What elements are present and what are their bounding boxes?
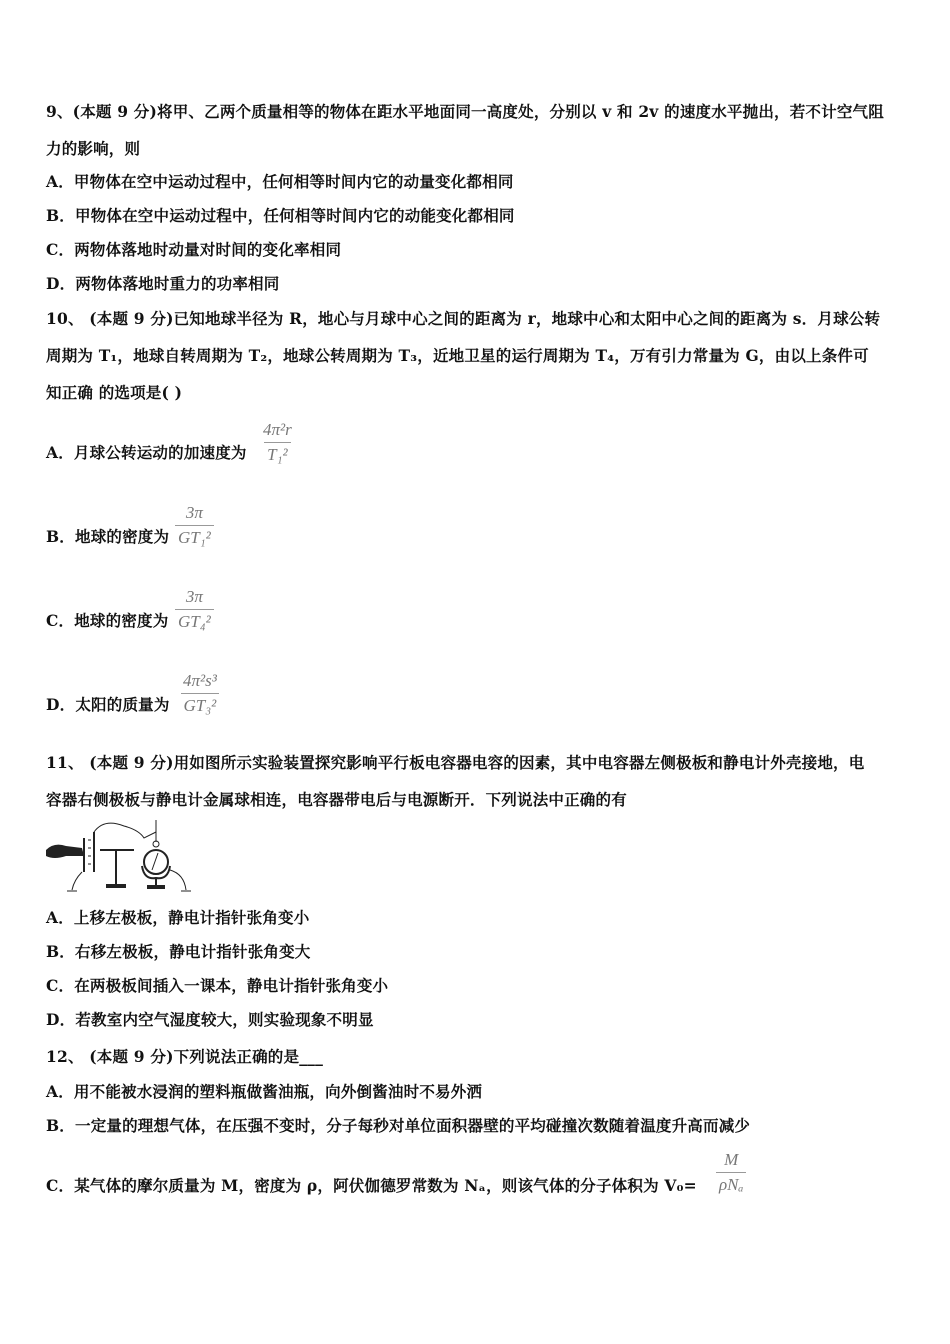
- q10-stem-line2: 周期为 T₁，地球自转周期为 T₂，地球公转周期为 T₃，近地卫星的运行周期为 T₄，万有引力常量为 G，由以上条件可: [46, 346, 869, 365]
- q10-stem-line1: 10、 (本题 9 分)已知地球半径为 R，地心与月球中心之间的距离为 r，地球中心和太阳中心之间的距离为 s．月球公转: [46, 309, 881, 328]
- formula-numerator: 4π²s³: [183, 671, 217, 690]
- capacitor-electrometer-diagram: [44, 820, 194, 895]
- formula-numerator: M: [724, 1150, 739, 1169]
- q10-option-b-formula: [175, 503, 214, 548]
- formula-denominator: ρNₐ: [716, 1172, 746, 1195]
- q12-option-c-formula: [716, 1150, 746, 1195]
- q11-stem-line1: 11、 (本题 9 分)用如图所示实验装置探究影响平行板电容器电容的因素，其中电容器左侧极板和静电计外壳接地，电: [46, 753, 865, 772]
- formula-denominator: T₁²: [264, 442, 290, 465]
- q11-option-b: B．右移左极板，静电计指针张角变大: [46, 942, 311, 961]
- q11-option-d: D．若教室内空气湿度较大，则实验现象不明显: [46, 1010, 374, 1029]
- q9-stem-line1: 9、(本题 9 分)将甲、乙两个质量相等的物体在距水平地面同一高度处，分别以 v 和 2v 的速度水平抛出，若不计空气阻: [46, 102, 884, 121]
- q10-option-c-formula: [175, 587, 214, 632]
- formula-numerator: 3π: [185, 587, 203, 606]
- q9-stem-line2: 力的影响，则: [46, 139, 141, 158]
- q11-option-c: C．在两极板间插入一课本，静电计指针张角变小: [46, 976, 389, 995]
- formula-numerator: 3π: [185, 503, 203, 522]
- q10-stem-line3: 知正确 的选项是( ): [46, 383, 183, 402]
- q10-option-b: B．地球的密度为: [46, 527, 170, 546]
- q10-option-a: A．月球公转运动的加速度为: [46, 443, 247, 462]
- q10-option-c: C．地球的密度为: [46, 611, 169, 630]
- q12-option-a: A．用不能被水浸润的塑料瓶做酱油瓶，向外倒酱油时不易外洒: [46, 1082, 483, 1101]
- q10-option-d-formula: [180, 671, 220, 716]
- q9-option-d: D．两物体落地时重力的功率相同: [46, 274, 280, 293]
- q11-stem-line2: 容器右侧极板与静电计金属球相连，电容器带电后与电源断开．下列说法中正确的有: [46, 790, 627, 809]
- q11-option-a: A．上移左极板，静电计指针张角变小: [46, 908, 310, 927]
- q12-stem: 12、 (本题 9 分)下列说法正确的是___: [46, 1047, 324, 1066]
- q12-option-b: B．一定量的理想气体，在压强不变时，分子每秒对单位面积器壁的平均碰撞次数随着温度升高而减少: [46, 1116, 751, 1135]
- q12-option-c: C．某气体的摩尔质量为 M，密度为 ρ，阿伏伽德罗常数为 Nₐ，则该气体的分子体积为 V₀=: [46, 1176, 697, 1195]
- q10-option-a-formula: [260, 420, 295, 465]
- q10-option-d: D．太阳的质量为: [46, 695, 170, 714]
- q9-option-a: A．甲物体在空中运动过程中，任何相等时间内它的动量变化都相同: [46, 172, 514, 191]
- formula-denominator: GT₄²: [175, 609, 214, 632]
- formula-numerator: 4π²r: [263, 420, 292, 439]
- q9-option-b: B．甲物体在空中运动过程中，任何相等时间内它的动能变化都相同: [46, 206, 515, 225]
- q9-option-c: C．两物体落地时动量对时间的变化率相同: [46, 240, 342, 259]
- formula-denominator: GT₃²: [181, 693, 220, 716]
- formula-denominator: GT₁²: [175, 525, 214, 548]
